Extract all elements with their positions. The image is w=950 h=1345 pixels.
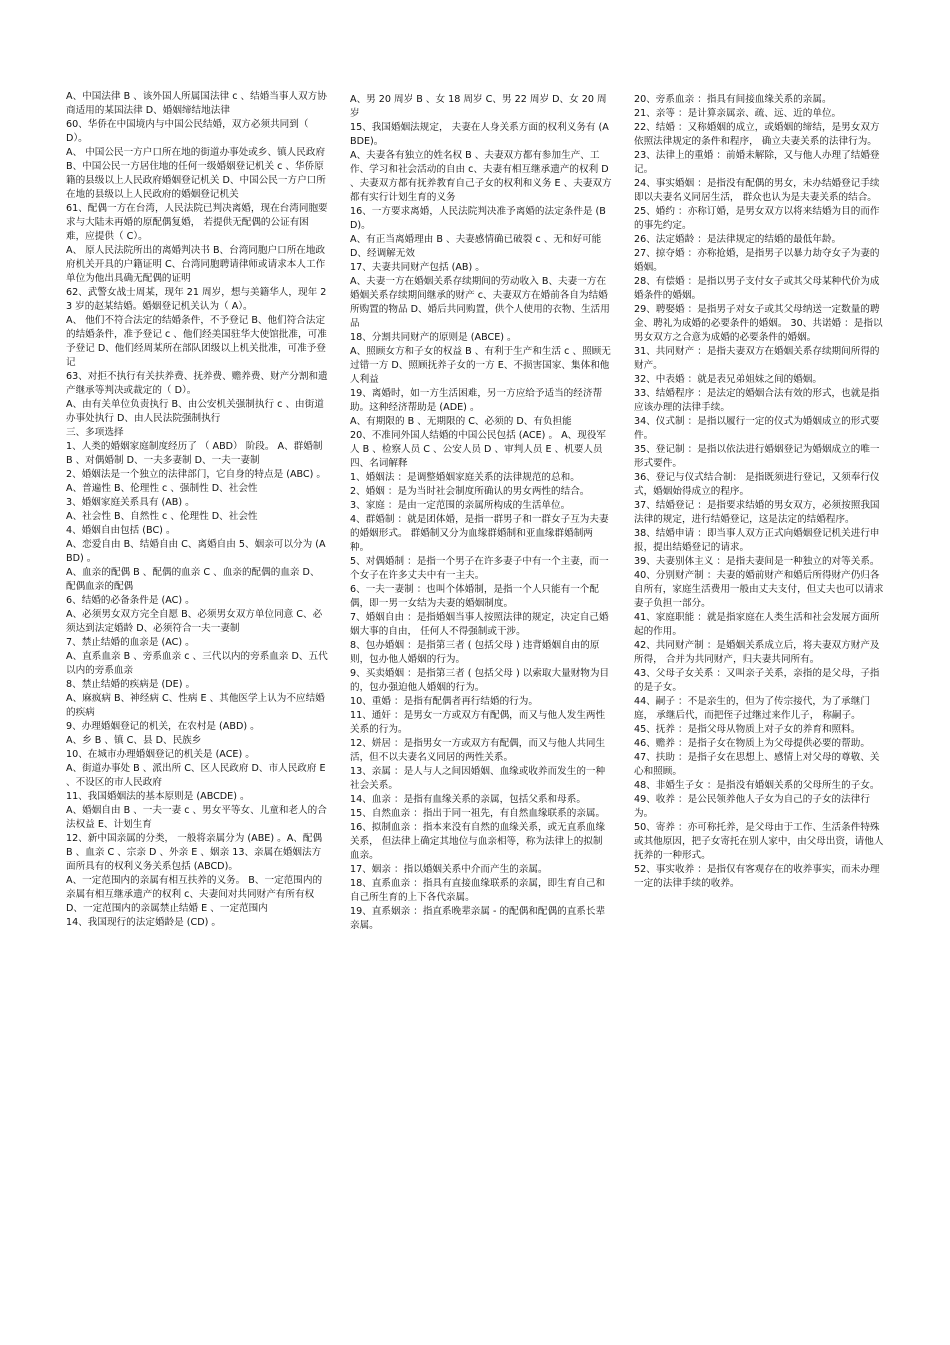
paragraph: 28、有偿婚 ：是指以男子支付女子或其父母某种代价为成婚条件的婚姻。 <box>634 276 880 301</box>
paragraph: 34、仪式制 ：是指以履行一定的仪式为婚姻成立的形式要件。 <box>634 416 880 441</box>
paragraph: 25、婚约 ：亦称订婚，是男女双方以将来结婚为目的而作的事先约定。 <box>634 206 880 231</box>
paragraph: 41、家庭职能 ：就是指家庭在人类生活和社会发展方面所起的作用。 <box>634 612 880 637</box>
paragraph: 33、结婚程序 ：是法定的婚姻合法有效的形式，也就是指应该办理的法律手续。 <box>634 388 880 413</box>
paragraph: A、麻疯病 B、神经病 C、性病 E 、其他医学上认为不应结婚的疾病 <box>66 693 325 718</box>
paragraph: 3、家庭 ：是由一定范围的亲属所构成的生活单位。 <box>350 500 571 511</box>
paragraph: 3、婚姻家庭关系具有 (AB) 。 <box>66 497 195 508</box>
paragraph: A、婚姻自由 B 、一夫一妻 c 、男女平等女、儿童和老人的合法权益 E、计划生育 <box>66 805 327 830</box>
paragraph: 45、抚养 ：是指父母从物质上对子女的养育和照料。 <box>634 724 861 735</box>
paragraph: 12、姘居 ：是指男女一方或双方有配偶，而又与他人共同生活，但不以夫妻名义同居的两性关系。 <box>350 738 606 763</box>
paragraph: 9、买卖婚姻 ：是指第三者 ( 包括父母 ) 以索取大量财物为目的，包办强迫他人婚姻的行为。 <box>350 668 610 693</box>
paragraph: 35、登记制 ：是指以依法进行婚姻登记为婚姻成立的唯一形式要件。 <box>634 444 880 469</box>
paragraph: 20、旁系血亲 ：指具有间接血缘关系的亲属。 <box>634 94 832 105</box>
paragraph: 36、登记与仪式结合制： 是指既须进行登记，又须奉行仪式，婚姻始得成立的程序。 <box>634 472 880 497</box>
paragraph: A、夫妻各有独立的姓名权 B 、夫妻双方都有参加生产、工作、学习和社会活动的自由 c、夫妻有相互继承遗产的权利 D 、夫妻双方都有抚养教育自己子女的权利和义务 E 、夫妻双方都有实行计划生育的义务 <box>350 150 612 203</box>
paragraph: A、一定范围内的亲属有相互扶养的义务。 B、一定范围内的亲属有相互继承遗产的权利 c、夫妻间对共同财产有所有权 D、一定范围内的亲属禁止结婚 E 、一定范围内 <box>66 875 323 914</box>
paragraph: 43、父母子女关系 ：又叫亲子关系，亲指的是父母，子指的是子女。 <box>634 668 880 693</box>
paragraph: 5、对偶婚制 ：是指一个男子在许多妻子中有一个主妻，而一个女子在许多丈夫中有一主夫。 <box>350 556 609 581</box>
paragraph: 17、夫妻共同财产包括 (AB) 。 <box>350 262 485 273</box>
paragraph: 23、法律上的重婚 ：前婚未解除，又与他人办理了结婚登记。 <box>634 150 880 175</box>
paragraph: 29、聘娶婚 ：是指男子对女子或其父母纳送一定数量的聘金、聘礼为成婚的必要条件的婚姻。 30、共诺婚 ：是指以男女双方之合意为成婚的必要条件的婚姻。 <box>634 304 883 343</box>
paragraph: 27、掠夺婚 ：亦称抢婚，是指男子以暴力劫夺女子为妻的婚姻。 <box>634 248 880 273</box>
paragraph: A、有正当离婚理由 B 、夫妻感情确已破裂 c 、无和好可能 D、经调解无效 <box>350 234 605 259</box>
paragraph: 19、离婚时，如一方生活困难，另一方应给予适当的经济帮助。这种经济帮助是 (ADE) 。 <box>350 388 603 413</box>
paragraph: 44、嗣子 ：不是亲生的，但为了传宗接代，为了承继门庭， 承继后代，而把侄子过继过来作儿子， 称嗣子。 <box>634 696 870 721</box>
paragraph: 32、中表婚 ：就是表兄弟姐妹之间的婚姻。 <box>634 374 822 385</box>
paragraph: 31、共同财产 ：是指夫妻双方在婚姻关系存续期间所得的财产。 <box>634 346 880 371</box>
paragraph: A、街道办事处 B 、派出所 C、区人民政府 D、市人民政府 E 、不设区的市人民政府 <box>66 763 329 788</box>
paragraph: A、夫妻一方在婚姻关系存续期间的劳动收入 B、夫妻一方在婚姻关系存续期间继承的财产 c、夫妻双方在婚前各自为结婚所购置的物品 D、婚后共同购置，供个人使用的衣物、生活用品 <box>350 276 610 329</box>
paragraph: 39、夫妻别体主义 ：是指夫妻间是一种独立的对等关系。 <box>634 556 880 567</box>
paragraph: 46、赡养 ：是指子女在物质上为父母提供必要的帮助。 <box>634 738 870 749</box>
section-heading: 三、多项选择 <box>66 427 124 438</box>
paragraph: 50、寄养 ：亦可称托养，是父母由于工作、生活条件特殊或其他原因，把子女寄托在别人家中，由父母出资，请他人抚养的一种形式。 <box>634 822 884 861</box>
paragraph: 6、一夫一妻制 ：也叫个体婚制，是指一个人只能有一个配偶，即一男一女结为夫妻的婚姻制度。 <box>350 584 599 609</box>
paragraph: 8、禁止结婚的疾病是 (DE) 。 <box>66 679 196 690</box>
paragraph: 14、我国现行的法定婚龄是 (CD) 。 <box>66 917 222 928</box>
paragraph: 15、自然血亲 ：指出于同一祖先，有自然血缘联系的亲属。 <box>350 808 606 819</box>
column-right <box>634 93 884 891</box>
paragraph: 26、法定婚龄 ：是法律规定的结婚的最低年龄。 <box>634 234 842 245</box>
paragraph: 10、在城市办理婚姻登记的机关是 (ACE) 。 <box>66 749 255 760</box>
paragraph: A、血亲的配偶 B 、配偶的血亲 C 、血亲的配偶的血亲 D、配偶血亲的配偶 <box>66 567 320 592</box>
paragraph: 24、事实婚姻 ：是指没有配偶的男女，未办结婚登记手续即以夫妻名义同居生活， 群众也认为是夫妻关系的结合。 <box>634 178 880 203</box>
paragraph: 18、分割共同财产的原则是 (ABCE) 。 <box>350 332 517 343</box>
paragraph: 15、我国婚姻法规定， 夫妻在人身关系方面的权利义务有 (ABDE)。 <box>350 122 609 147</box>
paragraph: 1、人类的婚姻家庭制度经历了 （ ABD） 阶段。 A、群婚制 B 、对偶婚制 D、一夫多妻制 D、一夫一妻制 <box>66 441 326 466</box>
paragraph: 42、共同财产制 ：是婚姻关系成立后，将夫妻双方财产及所得， 合并为共同财产，归夫妻共同所有。 <box>634 640 880 665</box>
paragraph: 17、姻亲 ：指以婚姻关系中介而产生的亲属。 <box>350 864 548 875</box>
paragraph: 7、婚姻自由 ：是指婚姻当事人按照法律的规定，决定自己婚姻大事的自由， 任何人不得强制或干涉。 <box>350 612 609 637</box>
paragraph: A、 中国公民一方户口所在地的街道办事处或乡、镇人民政府 B、中国公民一方居住地的任何一级婚姻登记机关 c 、华侨原籍的县级以上人民政府婚姻登记机关 D、中国公民一方户口所在地的县级以上人民政府的婚姻登记机关 <box>66 147 329 200</box>
paragraph: 12、新中国亲属的分类， 一般将亲属分为 (ABE) 。A、配偶 B 、血亲 C 、宗亲 D 、外亲 E 、姻亲 13、亲属在婚姻法方面所具有的权利义务关系包括 (ABCD)。 <box>66 833 326 872</box>
paragraph: A、男 20 周岁 B 、女 18 周岁 C、男 22 周岁 D、女 20 周岁 <box>350 94 607 119</box>
paragraph: A、 他们不符合法定的结婚条件，不予登记 B、他们符合法定的结婚条件，准予登记 c 、他们经美国驻华大使馆批准，可准予登记 D、他们经周某所在部队团级以上机关批准，可准予登记 <box>66 315 327 368</box>
paragraph: 14、血亲 ：是指有血缘关系的亲属，包括父系和母系。 <box>350 794 586 805</box>
paragraph: A、必须男女双方完全自愿 B、必须男女双方单位同意 C、必须达到法定婚龄 D、必须符合一夫一妻制 <box>66 609 323 634</box>
paragraph: 16、一方要求离婚，人民法院判决准予离婚的法定条件是 (BD)。 <box>350 206 606 231</box>
paragraph: 19、直系姻亲 ：指直系晚辈亲属 - 的配偶和配偶的直系长辈亲属。 <box>350 906 606 931</box>
paragraph: A、有期限的 B 、无期限的 C、必须的 D、有负担能 <box>350 416 572 427</box>
paragraph: A、直系血亲 B 、旁系血亲 c 、三代以内的旁系血亲 D、五代以内的旁系血亲 <box>66 651 328 676</box>
paragraph: 62、武警女战士周某，现年 21 周岁，想与美籍华人，现年 23 岁的赵某结婚。婚姻登记机关认为（ A）。 <box>66 287 327 312</box>
paragraph: 61、配偶一方在台湾，人民法院已判决离婚，现在台湾同胞要求与大陆未再婚的原配偶复婚， 若提供无配偶的公证有困难，应提供（ C）。 <box>66 203 328 242</box>
paragraph: 16、拟制血亲 ：指本来没有自然的血缘关系，或无直系血缘关系， 但法律上确定其地位与血亲相等，称为法律上的拟制血亲。 <box>350 822 606 861</box>
paragraph: 22、结婚 ：又称婚姻的成立，或婚姻的缔结，是男女双方依照法律规定的条件和程序， 确立夫妻关系的法律行为。 <box>634 122 880 147</box>
paragraph: 52、事实收养 ：是指仅有客观存在的收养事实，而未办理一定的法律手续的收养。 <box>634 864 880 889</box>
paragraph: 2、婚姻法是一个独立的法律部门，它自身的特点是 (ABC) 。 <box>66 469 327 480</box>
paragraph: 40、分别财产制 ：夫妻的婚前财产和婚后所得财产仍归各自所有，家庭生活费用一般由丈夫支付，但丈夫也可以请求妻子负担一部分。 <box>634 570 884 609</box>
paragraph: 38、结婚申请 ：即当事人双方正式向婚姻登记机关进行申报，提出结婚登记的请求。 <box>634 528 880 553</box>
paragraph: 2、婚姻 ：是为当时社会制度所确认的男女两性的结合。 <box>350 486 590 497</box>
paragraph: 11、我国婚姻法的基本原则是 (ABCDE) 。 <box>66 791 250 802</box>
paragraph: 6、结婚的必备条件是 (AC) 。 <box>66 595 195 606</box>
paragraph: A、社会性 B、自然性 c 、伦理性 D、社会性 <box>66 511 258 522</box>
paragraph: 60、华侨在中国境内与中国公民结婚，双方必须共同到（ D）。 <box>66 119 312 144</box>
section-heading: 四、名词解释 <box>350 458 408 469</box>
paragraph: 48、非婚生子女 ：是指没有婚姻关系的父母所生的子女。 <box>634 780 880 791</box>
paragraph: 10、重婚 ：是指有配偶者再行结婚的行为。 <box>350 696 538 707</box>
column-middle <box>350 93 612 933</box>
paragraph: 1、婚姻法 ：是调整婚姻家庭关系的法律规范的总和。 <box>350 472 580 483</box>
paragraph: A、恋爱自由 B、结婚自由 C、离婚自由 5、姻亲可以分为 (ABD) 。 <box>66 539 326 564</box>
paragraph: 21、亲等 ：是计算亲属亲、疏、远、近的单位。 <box>634 108 842 119</box>
paragraph: A、普遍性 B、伦理性 c 、强制性 D、社会性 <box>66 483 258 494</box>
paragraph: A、乡 B 、镇 C、县 D、民族乡 <box>66 735 202 746</box>
paragraph: 18、直系血亲 ：指具有直接血缘联系的亲属，即生育自己和自己所生育的上下各代亲属。 <box>350 878 606 903</box>
paragraph: 20、不准同外国人结婚的中国公民包括 (ACE) 。 A、现役军人 B 、检察人员 C 、公安人员 D 、审判人员 E 、机要人员 <box>350 430 607 455</box>
paragraph: A、照顾女方和子女的权益 B 、有利于生产和生活 c 、照顾无过错一方 D、照顾抚养子女的一方 E、不损害国家、集体和他人利益 <box>350 346 611 385</box>
paragraph: 4、群婚制 ：就是团体婚，是指一群男子和一群女子互为夫妻的婚姻形式。 群婚制又分为血缘群婚制和亚血缘群婚制两种。 <box>350 514 609 553</box>
paragraph: 47、扶助 ：是指子女在思想上、感情上对父母的尊敬、关心和照顾。 <box>634 752 880 777</box>
paragraph: A、 原人民法院所出的离婚判决书 B、台湾同胞户口所在地政府机关开具的户籍证明 C、台湾同胞聘请律师或请求本人工作单位为他出具确无配偶的证明 <box>66 245 326 284</box>
paragraph: 4、婚姻自由包括 (BC) 。 <box>66 525 176 536</box>
paragraph: 37、结婚登记 ：是指要求结婚的男女双方，必须按照我国法律的规定，进行结婚登记，这是法定的结婚程序。 <box>634 500 880 525</box>
paragraph: 8、包办婚姻 ：是指第三者 ( 包括父母 ) 违背婚姻自由的原则，包办他人婚姻的行为。 <box>350 640 600 665</box>
column-left <box>66 90 328 930</box>
paragraph: 7、禁止结婚的血亲是 (AC) 。 <box>66 637 195 648</box>
paragraph: A、中国法律 B 、该外国人所属国法律 c 、结婚当事人双方协商适用的某国法律 D、婚姻缔结地法律 <box>66 91 327 116</box>
paragraph: 63、对拒不执行有关扶养费、抚养费、赡养费、财产分割和遗产继承等判决或裁定的（ D）。 <box>66 371 328 396</box>
paragraph: 11、通奸 ：是男女一方或双方有配偶，而又与他人发生两性关系的行为。 <box>350 710 606 735</box>
paragraph: 13、亲属 ：是人与人之间因婚姻、血缘或收养而发生的一种社会关系。 <box>350 766 606 791</box>
paragraph: A、由有关单位负责执行 B、由公安机关强制执行 c 、由街道办事处执行 D、由人民法院强制执行 <box>66 399 324 424</box>
paragraph: 49、收养 ：是公民领养他人子女为自己的子女的法律行为。 <box>634 794 870 819</box>
paragraph: 9、办理婚姻登记的机关，在农村是 (ABD) 。 <box>66 721 260 732</box>
